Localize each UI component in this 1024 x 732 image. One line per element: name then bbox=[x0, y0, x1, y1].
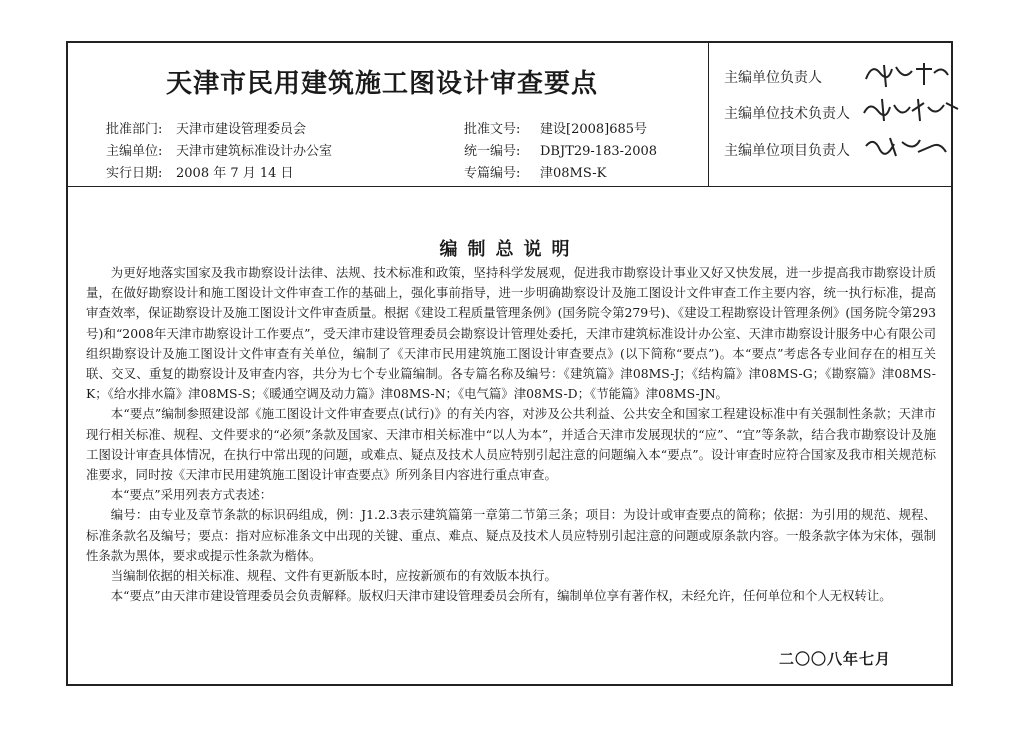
meta-row bbox=[464, 119, 657, 141]
meta-value: 天津市建筑标准设计办公室 bbox=[176, 144, 333, 159]
meta-key: 批准文号: bbox=[464, 122, 521, 137]
document-title: 天津市民用建筑施工图设计审查要点 bbox=[165, 69, 598, 99]
meta-value: 建设[2008]685号 bbox=[540, 122, 648, 137]
meta-row bbox=[106, 141, 332, 163]
paragraph: 编号：由专业及章节条款的标识码组成，例：J1.2.3表示建筑篇第一章第二节第三条；项目：为设计或审查要点的简称；依据：为引用的规范、规程、标准条款名及编号；要点：指对应标准条文中出现的关键、重点、难点、疑点及技术人员应特别引起注意的问题或原条款内容。一般条款字体为宋体，强制性条款为黑体，要求或提示性条款为楷体。 bbox=[86, 507, 936, 563]
meta-row bbox=[106, 119, 332, 141]
meta-value: 津08MS-K bbox=[540, 166, 607, 181]
paragraph: 本“要点”采用列表方式表述： bbox=[110, 487, 273, 503]
meta-row bbox=[464, 141, 657, 163]
handwritten-signature bbox=[862, 95, 962, 127]
meta-row bbox=[464, 163, 657, 185]
paragraph: 为更好地落实国家及我市勘察设计法律、法规、技术标准和政策，坚持科学发展观，促进我市勘察设计事业又好又快发展，进一步提高我市勘察设计质量，在做好勘察设计和施工图设计文件审查工作的基础上，强化事前指导，进一步明确勘察设计及施工图设计文件审查工作主要内容，统一执行标准，提高审查效率，保证勘察设计及施工图设计文件审查质量。根据《建设工程质量管理条例》(国务院令第279号)、《建设工程勘察设计管理条例》(国务院令第293号)和“2008年天津市勘察设计工作要点”，受天津市建设管理委员会勘察设计管理处委托，天津市建筑标准设计办公室、天津市勘察设计服务中心有限公司组织勘察设计及施工图设计文件审查有关单位，编制了《天津市民用建筑施工图设计审查要点》(以下简称“要点”)。本“要点”考虑各专业间存在的相互关联、交叉、重复的勘察设计及审查内容，共分为七个专业篇编制。各专篇名称及编号：《建筑篇》津08MS-J；《结构篇》津08MS-G；《勘察篇》津08MS-K；《给水排水篇》津08MS-S；《暖通空调及动力篇》津08MS-N；《电气篇》津08MS-D；《节能篇》津08MS-JN。 bbox=[86, 265, 936, 402]
meta-key: 实行日期: bbox=[106, 166, 163, 181]
responsibility-label: 主编单位技术负责人 bbox=[724, 106, 850, 122]
meta-value: 2008 年 7 月 14 日 bbox=[176, 166, 294, 181]
meta-key: 批准部门: bbox=[106, 122, 163, 137]
section-title: 编制总说明 bbox=[439, 239, 580, 260]
approval-meta-left bbox=[106, 119, 332, 185]
paragraph: 本“要点”编制参照建设部《施工图设计文件审查要点(试行)》的有关内容，对涉及公共利益、公共安全和国家工程建设标准中有关强制性条款；天津市现行相关标准、规程、文件要求的“必须”条款及国家、天津市相关标准中“以人为本”，并适合天津市发展现状的“应”、“宜”等条款，结合我市勘察设计及施工图设计审查具体情况，在执行中常出现的问题，或难点、疑点及技术人员应特别引起注意的问题编入本“要点”。设计审查时应符合国家及我市相关规范标准要求，同时按《天津市民用建筑施工图设计审查要点》所列条目内容进行重点审查。 bbox=[86, 406, 936, 483]
document-date: 二〇〇八年七月 bbox=[778, 650, 891, 668]
header-vertical-divider bbox=[708, 43, 709, 186]
meta-value: 天津市建设管理委员会 bbox=[176, 122, 307, 137]
handwritten-signature bbox=[860, 132, 950, 164]
body-text bbox=[86, 263, 936, 606]
responsibility-label: 主编单位项目负责人 bbox=[724, 143, 850, 159]
document-frame bbox=[66, 41, 953, 686]
approval-meta-right bbox=[464, 119, 657, 185]
meta-row bbox=[106, 163, 332, 185]
meta-value: DBJT29-183-2008 bbox=[540, 144, 658, 159]
responsibility-label: 主编单位负责人 bbox=[724, 70, 822, 86]
meta-key: 专篇编号: bbox=[464, 166, 521, 181]
meta-key: 统一编号: bbox=[464, 144, 521, 159]
handwritten-signature bbox=[862, 59, 952, 91]
header-divider bbox=[68, 186, 951, 187]
paragraph: 本“要点”由天津市建设管理委员会负责解释。版权归天津市建设管理委员会所有，编制单位享有著作权，未经允许，任何单位和个人无权转让。 bbox=[110, 588, 892, 604]
paragraph: 当编制依据的相关标准、规程、文件有更新版本时，应按新颁布的有效版本执行。 bbox=[110, 568, 557, 584]
meta-key: 主编单位: bbox=[106, 144, 163, 159]
